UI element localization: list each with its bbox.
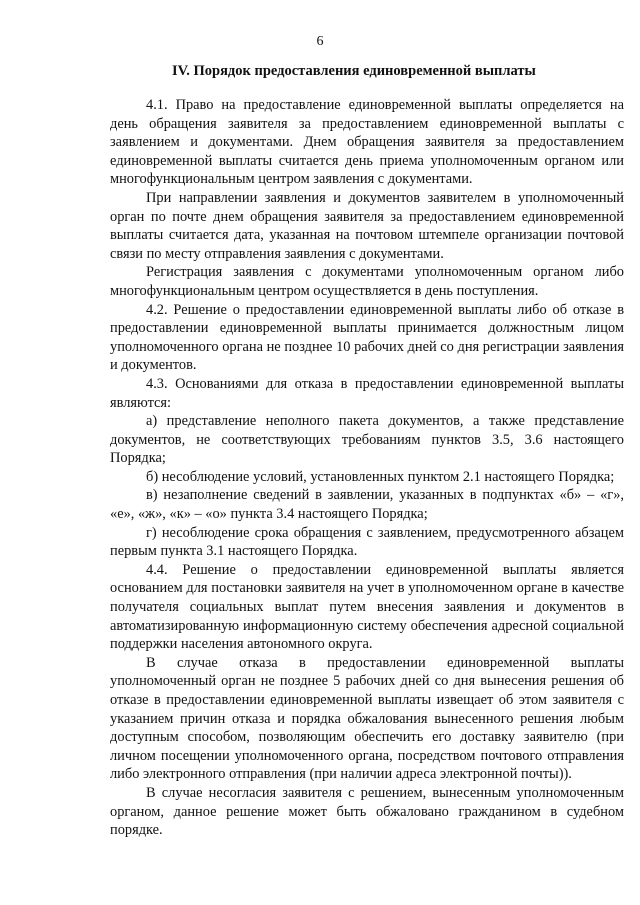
paragraph-mail-submission: При направлении заявления и документов заявителем в уполномоченный орган по почте днем обращения заявителя за предоставлением единовременной выплаты считается дата, указанная на почтовом штемпеле организации почтовой связи по месту отправления заявления с документами. xyxy=(110,189,624,262)
paragraph-registration: Регистрация заявления с документами уполномоченным органом либо многофункциональным центром осуществляется в день поступления. xyxy=(110,264,624,299)
paragraph-4-1: 4.1. Право на предоставление единовременной выплаты определяется на день обращения заявителя за предоставлением единовременной выплаты с заявлением и документами. Днем обращения заявителя за предоставлением единовременной выплаты считается день приема уполномоченным органом или многофункциональным центром заявления с документами. xyxy=(110,97,624,188)
list-item-a: а) представление неполного пакета документов, а также представление документов, не соответствующих требованиям пунктов 3.5, 3.6 настоящего Порядка; xyxy=(110,413,624,467)
paragraph-4-4: 4.4. Решение о предоставлении единовременной выплаты является основанием для постановки заявителя на учет в уполномоченном органе в качестве получателя социальных выплат путем внесения заявления и документов в автоматизированную информационную систему обеспечения адресной социальной поддержки населения автономного округа. xyxy=(110,561,624,653)
list-item-g: г) несоблюдение срока обращения с заявлением, предусмотренного абзацем первым пункта 3.1 настоящего Порядка. xyxy=(110,524,624,560)
page-number: 6 xyxy=(316,34,324,49)
section-title: IV. Порядок предоставления единовременной выплаты xyxy=(172,63,536,79)
paragraph-refusal-notice: В случае отказа в предоставлении единовременной выплаты уполномоченный орган не позднее 5 рабочих дней со дня вынесения решения об отказе в предоставлении единовременной выплаты извещает об этом заявителя с указанием причин отказа и порядка обжалования вынесенного решения любым доступным способом, позволяющим обеспечить его доставку заявителю (при личном посещении уполномоченного органа, посредством почтового отправления либо электронного отправления (при наличии адреса электронной почты)). xyxy=(110,654,624,783)
document-body xyxy=(110,96,624,840)
paragraph-4-2: 4.2. Решение о предоставлении единовременной выплаты либо об отказе в предоставлении единовременной выплаты принимается должностным лицом уполномоченного органа не позднее 10 рабочих дней со дня регистрации заявления и документов. xyxy=(110,301,624,374)
paragraph-appeal: В случае несогласия заявителя с решением, вынесенным уполномоченным органом, данное решение может быть обжаловано гражданином в судебном порядке. xyxy=(110,784,624,839)
list-item-v: в) незаполнение сведений в заявлении, указанных в подпунктах «б» – «г», «е», «ж», «к» – «о» пункта 3.4 настоящего Порядка; xyxy=(110,487,624,523)
paragraph-4-3: 4.3. Основаниями для отказа в предоставлении единовременной выплаты являются: xyxy=(110,375,624,411)
list-item-b: б) несоблюдение условий, установленных пунктом 2.1 настоящего Порядка; xyxy=(146,468,615,485)
